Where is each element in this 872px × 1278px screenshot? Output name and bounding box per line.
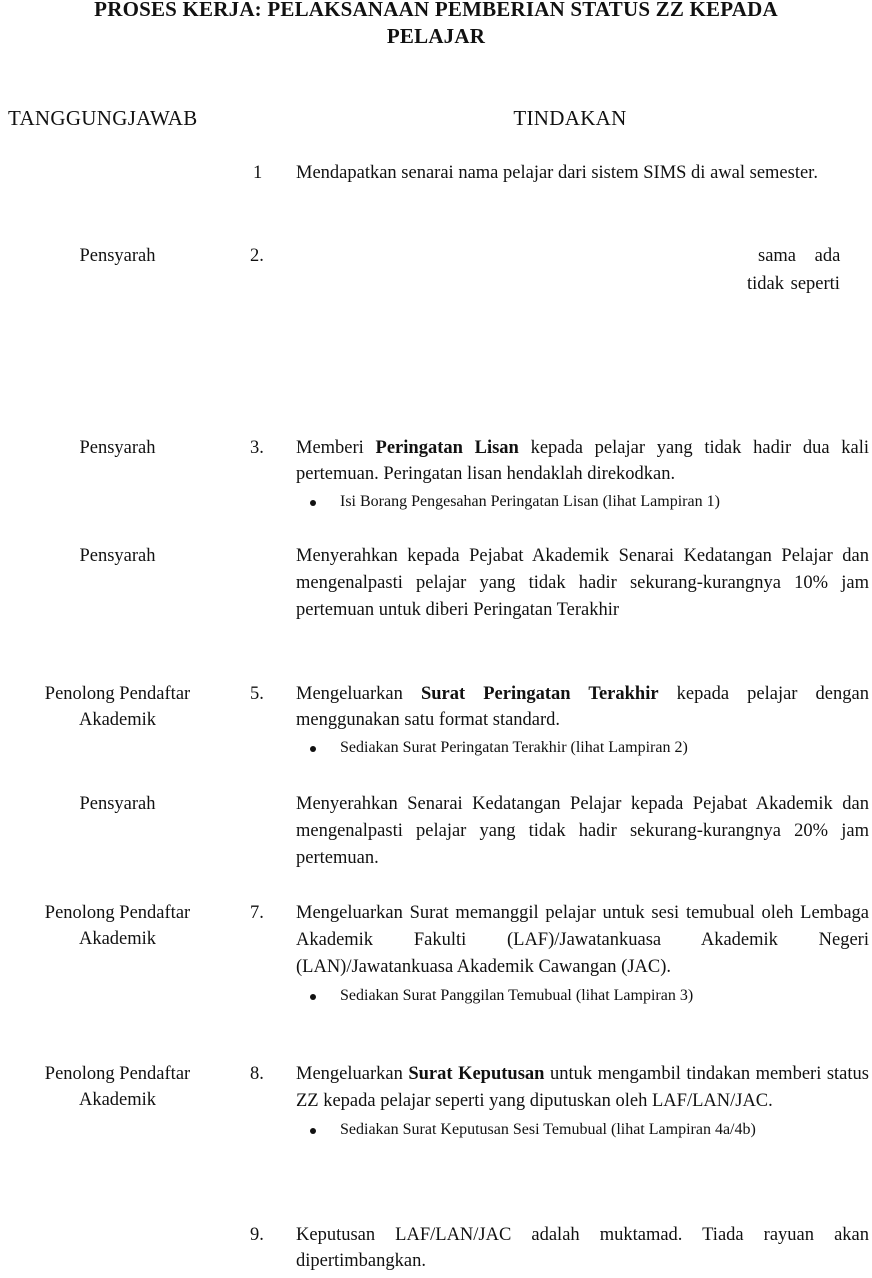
bullet-item (296, 983, 869, 1009)
bullet-item (296, 489, 869, 515)
step-action-text (296, 900, 869, 1009)
step-responsibility (0, 900, 235, 952)
bullet-text: Sediakan Surat Keputusan Sesi Temubual (lihat Lampiran 4a/4b) (340, 1121, 756, 1138)
step-number: 2. (250, 246, 264, 266)
step-action-text: Mendapatkan senarai nama pelajar dari sistem SIMS di awal semester. (296, 163, 818, 183)
title-line-2: PELAJAR (386, 24, 486, 48)
step-number: 9. (250, 1225, 264, 1245)
step-action-text-part: untuk mengambil tindakan memberi status ZZ kepada pelajar seperti yang diputuskan oleh LAF/LAN/JAC. (296, 1064, 869, 1111)
step-responsibility (0, 681, 235, 733)
step-action-text: Menyerahkan kepada Pejabat Akademik Senarai Kedatangan Pelajar dan mengenalpasti pelajar yang tidak hadir sekurang-kurangnya 10% jam pertemuan untuk diberi Peringatan Terakhir (296, 546, 869, 620)
step-responsibility-line: Akademik (78, 710, 157, 730)
step-responsibility-line: Penolong Pendaftar (44, 1064, 191, 1084)
step-responsibility (0, 1061, 235, 1113)
step-number: 3. (250, 438, 264, 458)
bullet-text: Sediakan Surat Panggilan Temubual (lihat Lampiran 3) (340, 987, 694, 1004)
step-action-text-part: kepada pelajar yang tidak hadir dua kali pertemuan. Peringatan lisan hendaklah direkodkan. (296, 438, 870, 484)
bullet-item (296, 1117, 869, 1143)
document-title (0, 0, 872, 50)
step-responsibility-line: Akademik (78, 929, 157, 949)
step-number: 7. (250, 903, 264, 923)
step-action-bold: Peringatan Lisan (375, 438, 519, 458)
bullet-text: Isi Borang Pengesahan Peringatan Lisan (lihat Lampiran 1) (340, 493, 720, 510)
column-header-action: TINDAKAN (513, 106, 627, 130)
bullet-item (296, 735, 869, 761)
column-header-responsibility: TANGGUNGJAWAB (8, 106, 198, 130)
step-responsibility: Pensyarah (79, 438, 156, 458)
step-responsibility: Pensyarah (79, 794, 156, 814)
step-action-text-part: Mengeluarkan (296, 1064, 409, 1084)
title-line-1: PROSES KERJA: PELAKSANAAN PEMBERIAN STATUS ZZ KEPADA (94, 0, 778, 21)
step-responsibility-line: Penolong Pendaftar (44, 684, 191, 704)
step-responsibility-line: Akademik (78, 1090, 157, 1110)
step-action-text-part: kepada pelajar dengan menggunakan satu format standard. (296, 684, 869, 730)
step-action-fragment: tidak seperti (747, 274, 840, 294)
bullet-icon (310, 1128, 316, 1134)
step-responsibility: Pensyarah (79, 246, 156, 266)
step-action-text (296, 435, 869, 515)
bullet-icon (310, 994, 316, 1000)
step-number: 1 (253, 163, 263, 183)
step-action-bold: Surat Keputusan (408, 1064, 545, 1084)
bullet-icon (310, 746, 316, 752)
step-action-text: Menyerahkan Senarai Kedatangan Pelajar kepada Pejabat Akademik dan mengenalpasti pelajar yang tidak hadir sekurang-kurangnya 20% jam pertemuan. (296, 794, 869, 868)
step-action-text-part: Memberi (296, 438, 376, 458)
step-action-text-part: Mengeluarkan (296, 684, 421, 704)
step-action-fragment: sama ada (758, 246, 841, 266)
step-action-text-part: Mengeluarkan Surat memanggil pelajar untuk sesi temubual oleh Lembaga Akademik Fakulti (LAF)/Jawatankuasa Akademik Negeri (LAN)/Jawatankuasa Akademik Cawangan (JAC). (296, 903, 869, 977)
step-action-text: Keputusan LAF/LAN/JAC adalah muktamad. Tiada rayuan akan dipertimbangkan. (296, 1225, 869, 1271)
bullet-icon (310, 500, 316, 506)
step-responsibility: Pensyarah (79, 546, 156, 566)
step-action-text (296, 681, 869, 761)
step-responsibility-line: Penolong Pendaftar (44, 903, 191, 923)
step-number: 8. (250, 1064, 264, 1084)
step-action-text (296, 1061, 869, 1143)
step-number: 5. (250, 684, 264, 704)
step-action-bold: Surat Peringatan Terakhir (420, 684, 659, 704)
bullet-text: Sediakan Surat Peringatan Terakhir (lihat Lampiran 2) (340, 739, 688, 756)
